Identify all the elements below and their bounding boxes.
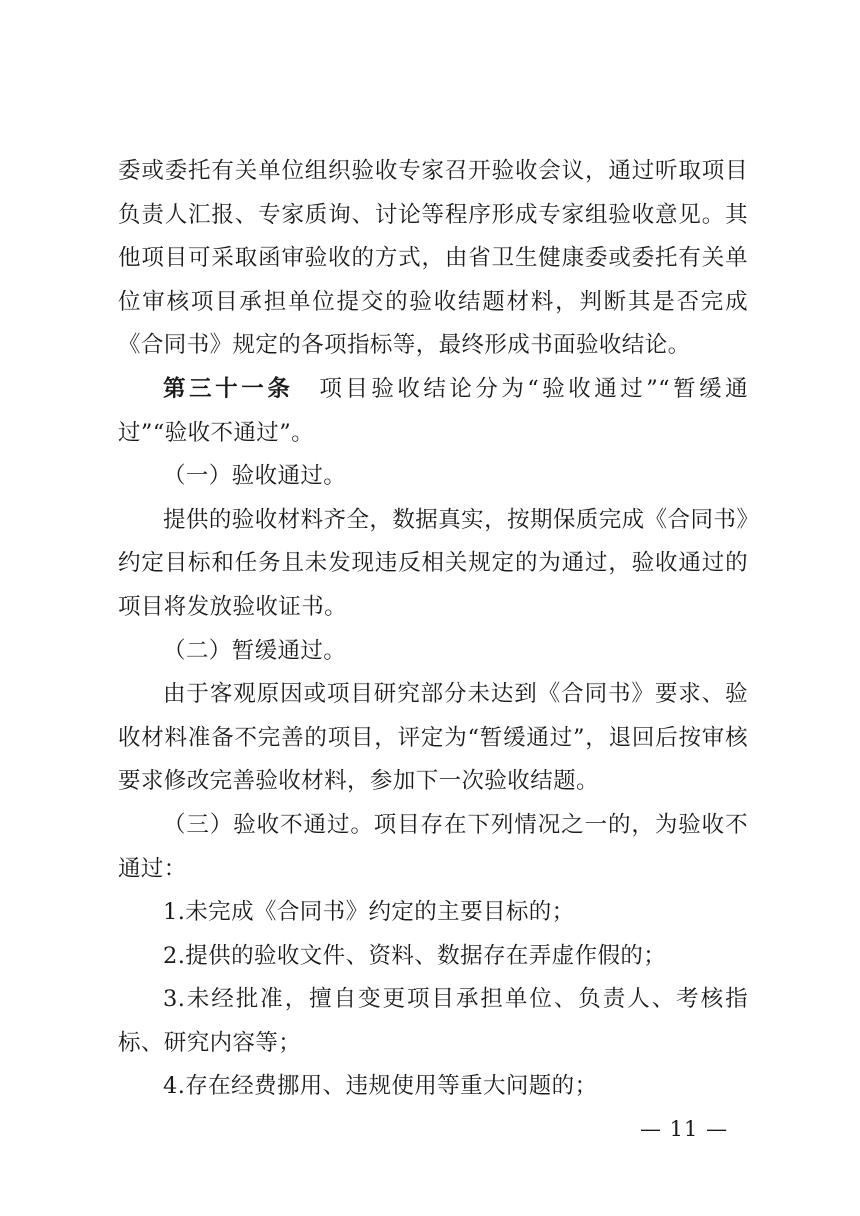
article-number: 第三十一条 [163, 375, 294, 402]
list-item-fail-4: 4.存在经费挪用、违规使用等重大问题的； [163, 1073, 598, 1100]
article-31-text: 项目验收结论分为“验收通过”“暂缓通过”“验收不通过”。 [118, 375, 748, 446]
list-item-fail-2: 2.提供的验收文件、资料、数据存在弄虚作假的； [163, 942, 667, 969]
document-body [118, 150, 748, 1109]
section-heading-deferred: （二）暂缓通过。 [163, 637, 347, 664]
section-heading-fail: （三）验收不通过。项目存在下列情况之一的，为验收不通过： [118, 811, 748, 882]
page-number: — 11 — [640, 1117, 729, 1141]
paragraph-deferred-criteria: 由于客观原因或项目研究部分未达到《合同书》要求、验收材料准备不完善的项目，评定为“暂缓通过”，退回后按审核要求修改完善验收材料，参加下一次验收结题。 [118, 681, 748, 795]
section-heading-pass: （一）验收通过。 [163, 463, 347, 490]
list-item-fail-1: 1.未完成《合同书》约定的主要目标的； [163, 899, 575, 926]
list-item-fail-3: 3.未经批准，擅自变更项目承担单位、负责人、考核指标、研究内容等； [118, 986, 748, 1056]
paragraph-acceptance-meeting: 委或委托有关单位组织验收专家召开验收会议，通过听取项目负责人汇报、专家质询、讨论等程序形成专家组验收意见。其他项目可采取函审验收的方式，由省卫生健康委或委托有关单位审核项目承担单位提交的验收结题材料，判断其是否完成《合同书》规定的各项指标等，最终形成书面验收结论。 [118, 158, 748, 359]
article-31 [118, 368, 748, 455]
paragraph-pass-criteria: 提供的验收材料齐全，数据真实，按期保质完成《合同书》约定目标和任务且未发现违反相关规定的为通过，验收通过的项目将发放验收证书。 [118, 506, 748, 620]
